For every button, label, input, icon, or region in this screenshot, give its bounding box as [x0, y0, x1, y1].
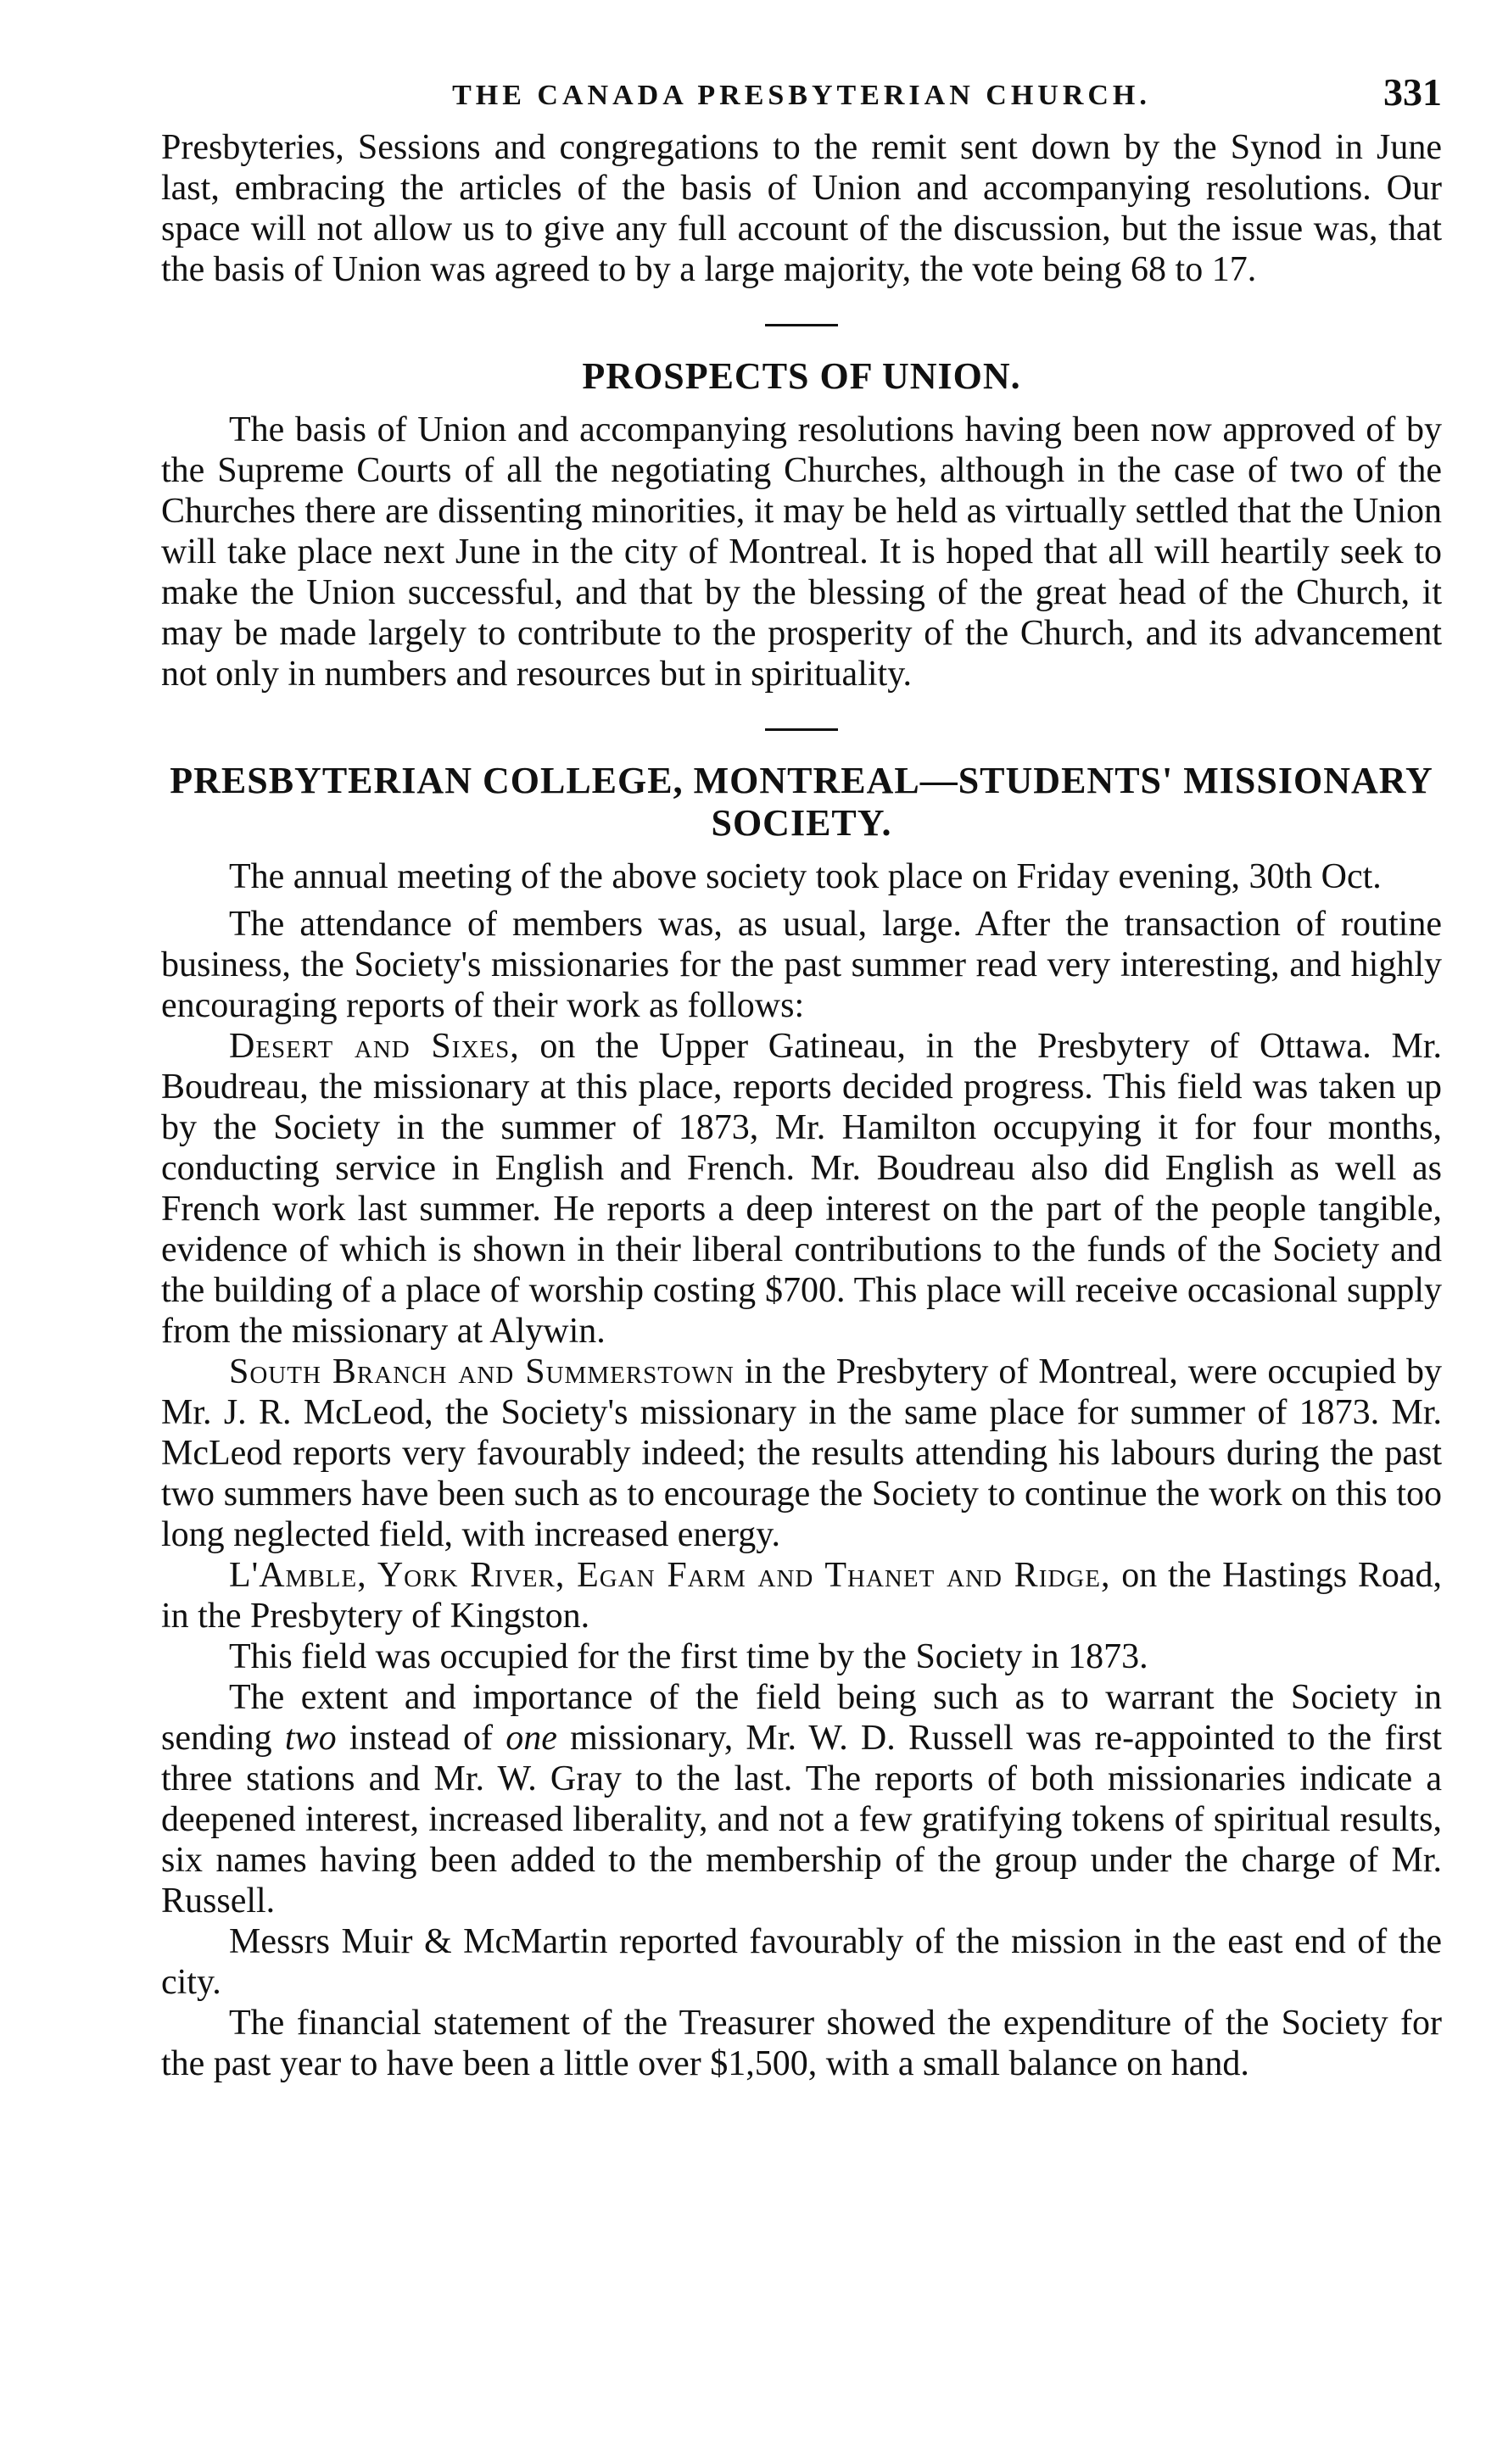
page — [161, 68, 1442, 2084]
running-title: THE CANADA PRESBYTERIAN CHURCH. — [452, 80, 1151, 111]
section-divider — [765, 324, 838, 326]
page-number: 331 — [1383, 70, 1442, 114]
section-heading-prospects: PROSPECTS OF UNION. — [582, 355, 1021, 397]
intro-paragraph: Presbyteries, Sessions and congregations to the remit sent down by the Synod in June last, embracing the articles of the basis of Union and accompanying resolutions. Our space will not allow us to give any full account of the discussion, but the issue was, that the basis of Union was agreed to by a large majority, the vote being 68 to 17. — [161, 128, 1442, 289]
college-paragraph: The attendance of members was, as usual, large. After the transaction of routine business, the Society's missionaries for the past summer read very interesting, and highly encouraging reports of their work as follows: — [161, 905, 1442, 1025]
college-paragraph-financial: The financial statement of the Treasurer showed the expenditure of the Society for the past year to have been a little over $1,500, with a small balance on hand. — [161, 2004, 1442, 2083]
college-paragraph-south-branch — [161, 1352, 1442, 1555]
italic-word: two — [284, 1719, 337, 1758]
section-divider — [765, 728, 838, 731]
college-paragraph: The annual meeting of the above society took place on Friday evening, 30th Oct. — [229, 857, 1382, 896]
college-paragraph-russell — [161, 1677, 1442, 1921]
place-names: L'Amble, York River, Egan Farm and Thanet and Ridge, — [229, 1556, 1111, 1595]
paragraph-text: missionary, Mr. W. D. Russell was re-appointed to the first three stations and Mr. W. Gray to the last. The reports of both missionaries indicate a deepened interest, increased liberality, and not a few gratifying tokens of spiritual results, six names having been added to the membership of the group under the charge of Mr. Russell. — [161, 1719, 1443, 1920]
college-paragraph-lamble — [161, 1555, 1442, 1636]
section-heading-college: PRESBYTERIAN COLLEGE, MONTREAL—STUDENTS' MISSIONARY SOCIETY. — [170, 760, 1433, 844]
college-paragraph-desert — [161, 1026, 1442, 1352]
paragraph-text: on the Hastings Road, in the Presbytery of Kingston. — [161, 1556, 1443, 1636]
college-paragraph: This field was occupied for the first time by the Society in 1873. — [229, 1637, 1148, 1676]
paragraph-text: instead of — [336, 1719, 506, 1758]
place-names: South Branch and Summerstown — [229, 1352, 735, 1391]
prospects-paragraph: The basis of Union and accompanying resolutions having been now approved of by the Supreme Courts of all the negotiating Churches, although in the case of two of the Churches there are dissenting minorities, it may be held as virtually settled that the Union will take place next June in the city of Montreal. It is hoped that all will heartily seek to make the Union successful, and that by the blessing of the great head of the Church, it may be made largely to contribute to the prosperity of the Church, and its advancement not only in numbers and resources but in spirituality. — [161, 410, 1442, 694]
college-paragraph: Messrs Muir & McMartin reported favourably of the mission in the east end of the city. — [161, 1922, 1442, 2002]
running-head — [161, 68, 1442, 127]
italic-word: one — [506, 1719, 557, 1758]
paragraph-text: on the Upper Gatineau, in the Presbytery of Ottawa. Mr. Boudreau, the missionary at this place, reports decided progress. This field was taken up by the Society in the summer of 1873, Mr. Hamilton occupying it for four months, conducting service in English and French. Mr. Boudreau also did English as well as French work last summer. He reports a deep interest on the part of the people tangible, evidence of which is shown in their liberal contributions to the funds of the Society and the building of a place of worship costing $700. This place will receive occasional supply from the missionary at Alywin. — [161, 1027, 1442, 1351]
place-names: Desert and Sixes, — [229, 1027, 520, 1066]
paragraph-text: The extent and importance of the field being such as to warrant the Society in sending — [161, 1678, 1442, 1758]
paragraph-text: in the Presbytery of Montreal, were occupied by Mr. J. R. McLeod, the Society's missionary in the same place for summer of 1873. Mr. McLeod reports very favourably indeed; the results attending his labours during the past two summers have been such as to encourage the Society to continue the work on this too long neglected field, with increased energy. — [161, 1352, 1442, 1554]
